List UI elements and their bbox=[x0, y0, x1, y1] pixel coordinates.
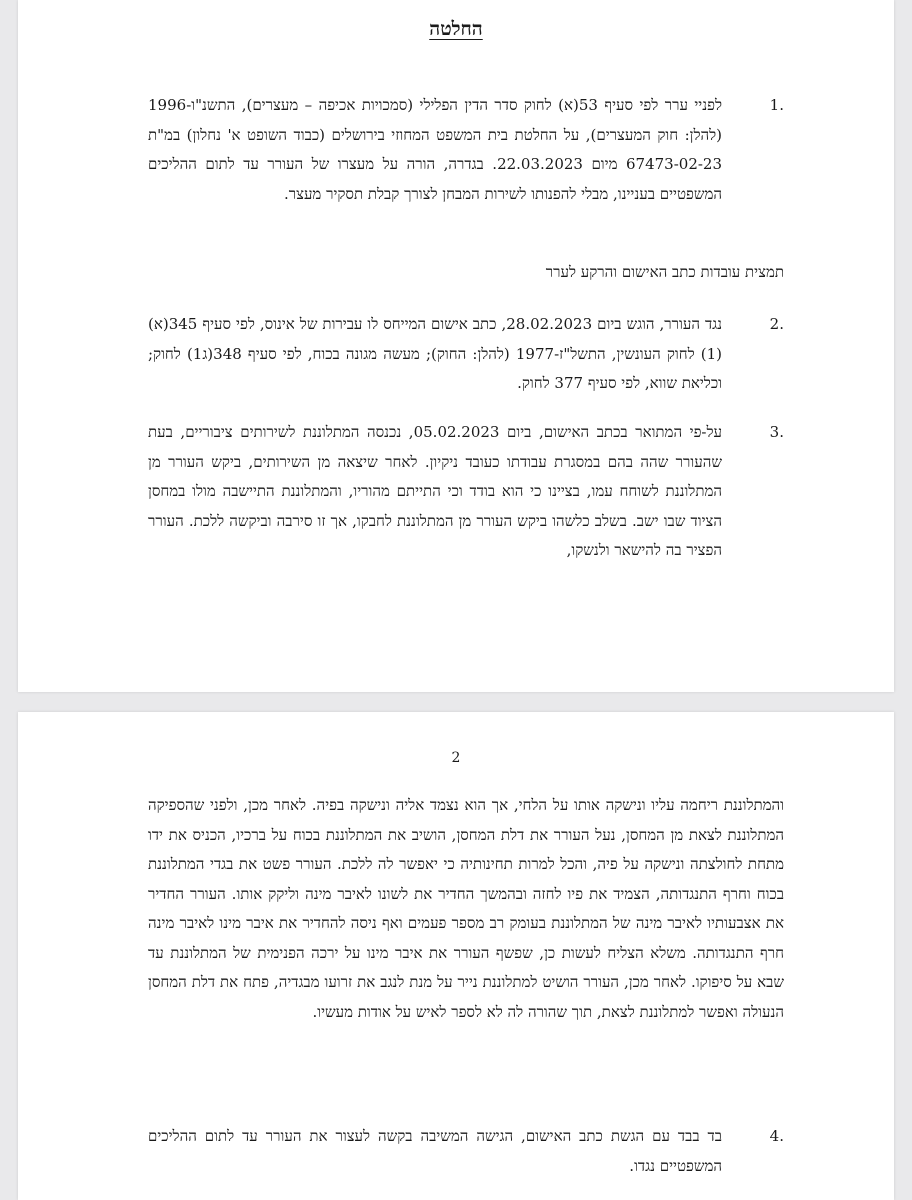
paragraph-text: לפניי ערר לפי סעיף 53(א) לחוק סדר הדין הפלילי (סמכויות אכיפה – מעצרים), התשנ"ו-1996 (להלן: חוק המעצרים), על החלטת בית המשפט המחוזי בירושלים (כבוד השופט א' נחלון) במ"ת 67473-02-23 מיום 22.03.2023. בגדרה, הורה על מעצרו של העורר עד לתום ההליכים המשפטיים בעניינו, מבלי להפנותו לשירות המבחן לצורך קבלת תסקיר מעצר. bbox=[148, 96, 723, 203]
paragraph-number: .2 bbox=[769, 315, 784, 333]
paragraph-1 bbox=[148, 91, 784, 209]
paragraph-number: .1 bbox=[769, 96, 784, 114]
decision-title: החלטה bbox=[429, 18, 483, 40]
paragraph-text: נגד העורר, הוגש ביום 28.02.2023, כתב אישום המייחס לו עבירות של אינוס, לפי סעיף 345(א)(1) לחוק העונשין, התשל"ז-1977 (להלן: החוק); מעשה מגונה בכוח, לפי סעיף 348(ג1) לחוק; וכליאת שווא, לפי סעיף 377 לחוק. bbox=[148, 315, 722, 392]
paragraph-text: בד בבד עם הגשת כתב האישום, הגישה המשיבה בקשה לעצור את העורר עד לתום ההליכים המשפטיים נגדו. bbox=[148, 1127, 722, 1175]
paragraph-number: .3 bbox=[769, 423, 784, 441]
document-page-2 bbox=[18, 712, 894, 1200]
section-subheading: תמצית עובדות כתב האישום והרקע לערר bbox=[545, 263, 784, 281]
paragraph-4 bbox=[148, 1122, 784, 1181]
paragraph-text: על-פי המתואר בכתב האישום, ביום 05.02.2023, נכנסה המתלוננת לשירותים ציבוריים, בעת שהעורר שהה בהם במסגרת עבודתו כעובד ניקיון. לאחר שיצאה מן השירותים, ביקש העורר מן המתלוננת לשוחח עמו, בציינו כי הוא בודד וכי התייתם מהוריו, והמתלוננת התיישבה מולו במחסן הציוד שבו ישב. בשלב כלשהו ביקש העורר מן המתלוננת לחבקו, אך זו סירבה וביקשה ללכת. העורר הפציר בה להישאר ולנשקו, bbox=[148, 423, 723, 559]
paragraph-number: .4 bbox=[769, 1127, 784, 1145]
paragraph-3 bbox=[148, 418, 784, 566]
document-page-1 bbox=[18, 0, 894, 692]
paragraph-3-continuation: והמתלוננת ריחמה עליו ונישקה אותו על הלחי, אך הוא נצמד אליה ונישקה בפיה. לאחר מכן, ולפני שהספיקה המתלוננת לצאת מן המחסן, נעל העורר את דלת המחסן, הושיב את המתלוננת בכוח על ברכיו, הכניס את ידו מתחת לחולצתה ונישקה על פיה, והכל למרות תחינותיה כי יאפשר לה ללכת. העורר פשט את בגדי המתלוננת בכוח וחרף התנגדותה, הצמיד את פיו לחזה ובהמשך החדיר את לשונו לאיבר מינה וליקק אותו. העורר החדיר את אצבעותיו לאיבר מינה של המתלוננת בעומק רב מספר פעמים ואף ניסה להחדיר את איבר מינו לאיבר מינה חרף התנגדותה. משלא הצליח לעשות כן, שפשף העורר את איבר מינו על ירכה הפנימית של המתלוננת עד שבא על סיפוקו. לאחר מכן, העורר הושיט למתלוננת נייר על מנת לנגב את זרועו מבגדיה, פתח את דלת המחסן הנעולה ואפשר למתלוננת לצאת, תוך שהורה לה לא לספר לאיש על אודות מעשיו. bbox=[148, 796, 784, 1021]
page-number: 2 bbox=[451, 750, 461, 766]
paragraph-2 bbox=[148, 310, 784, 399]
